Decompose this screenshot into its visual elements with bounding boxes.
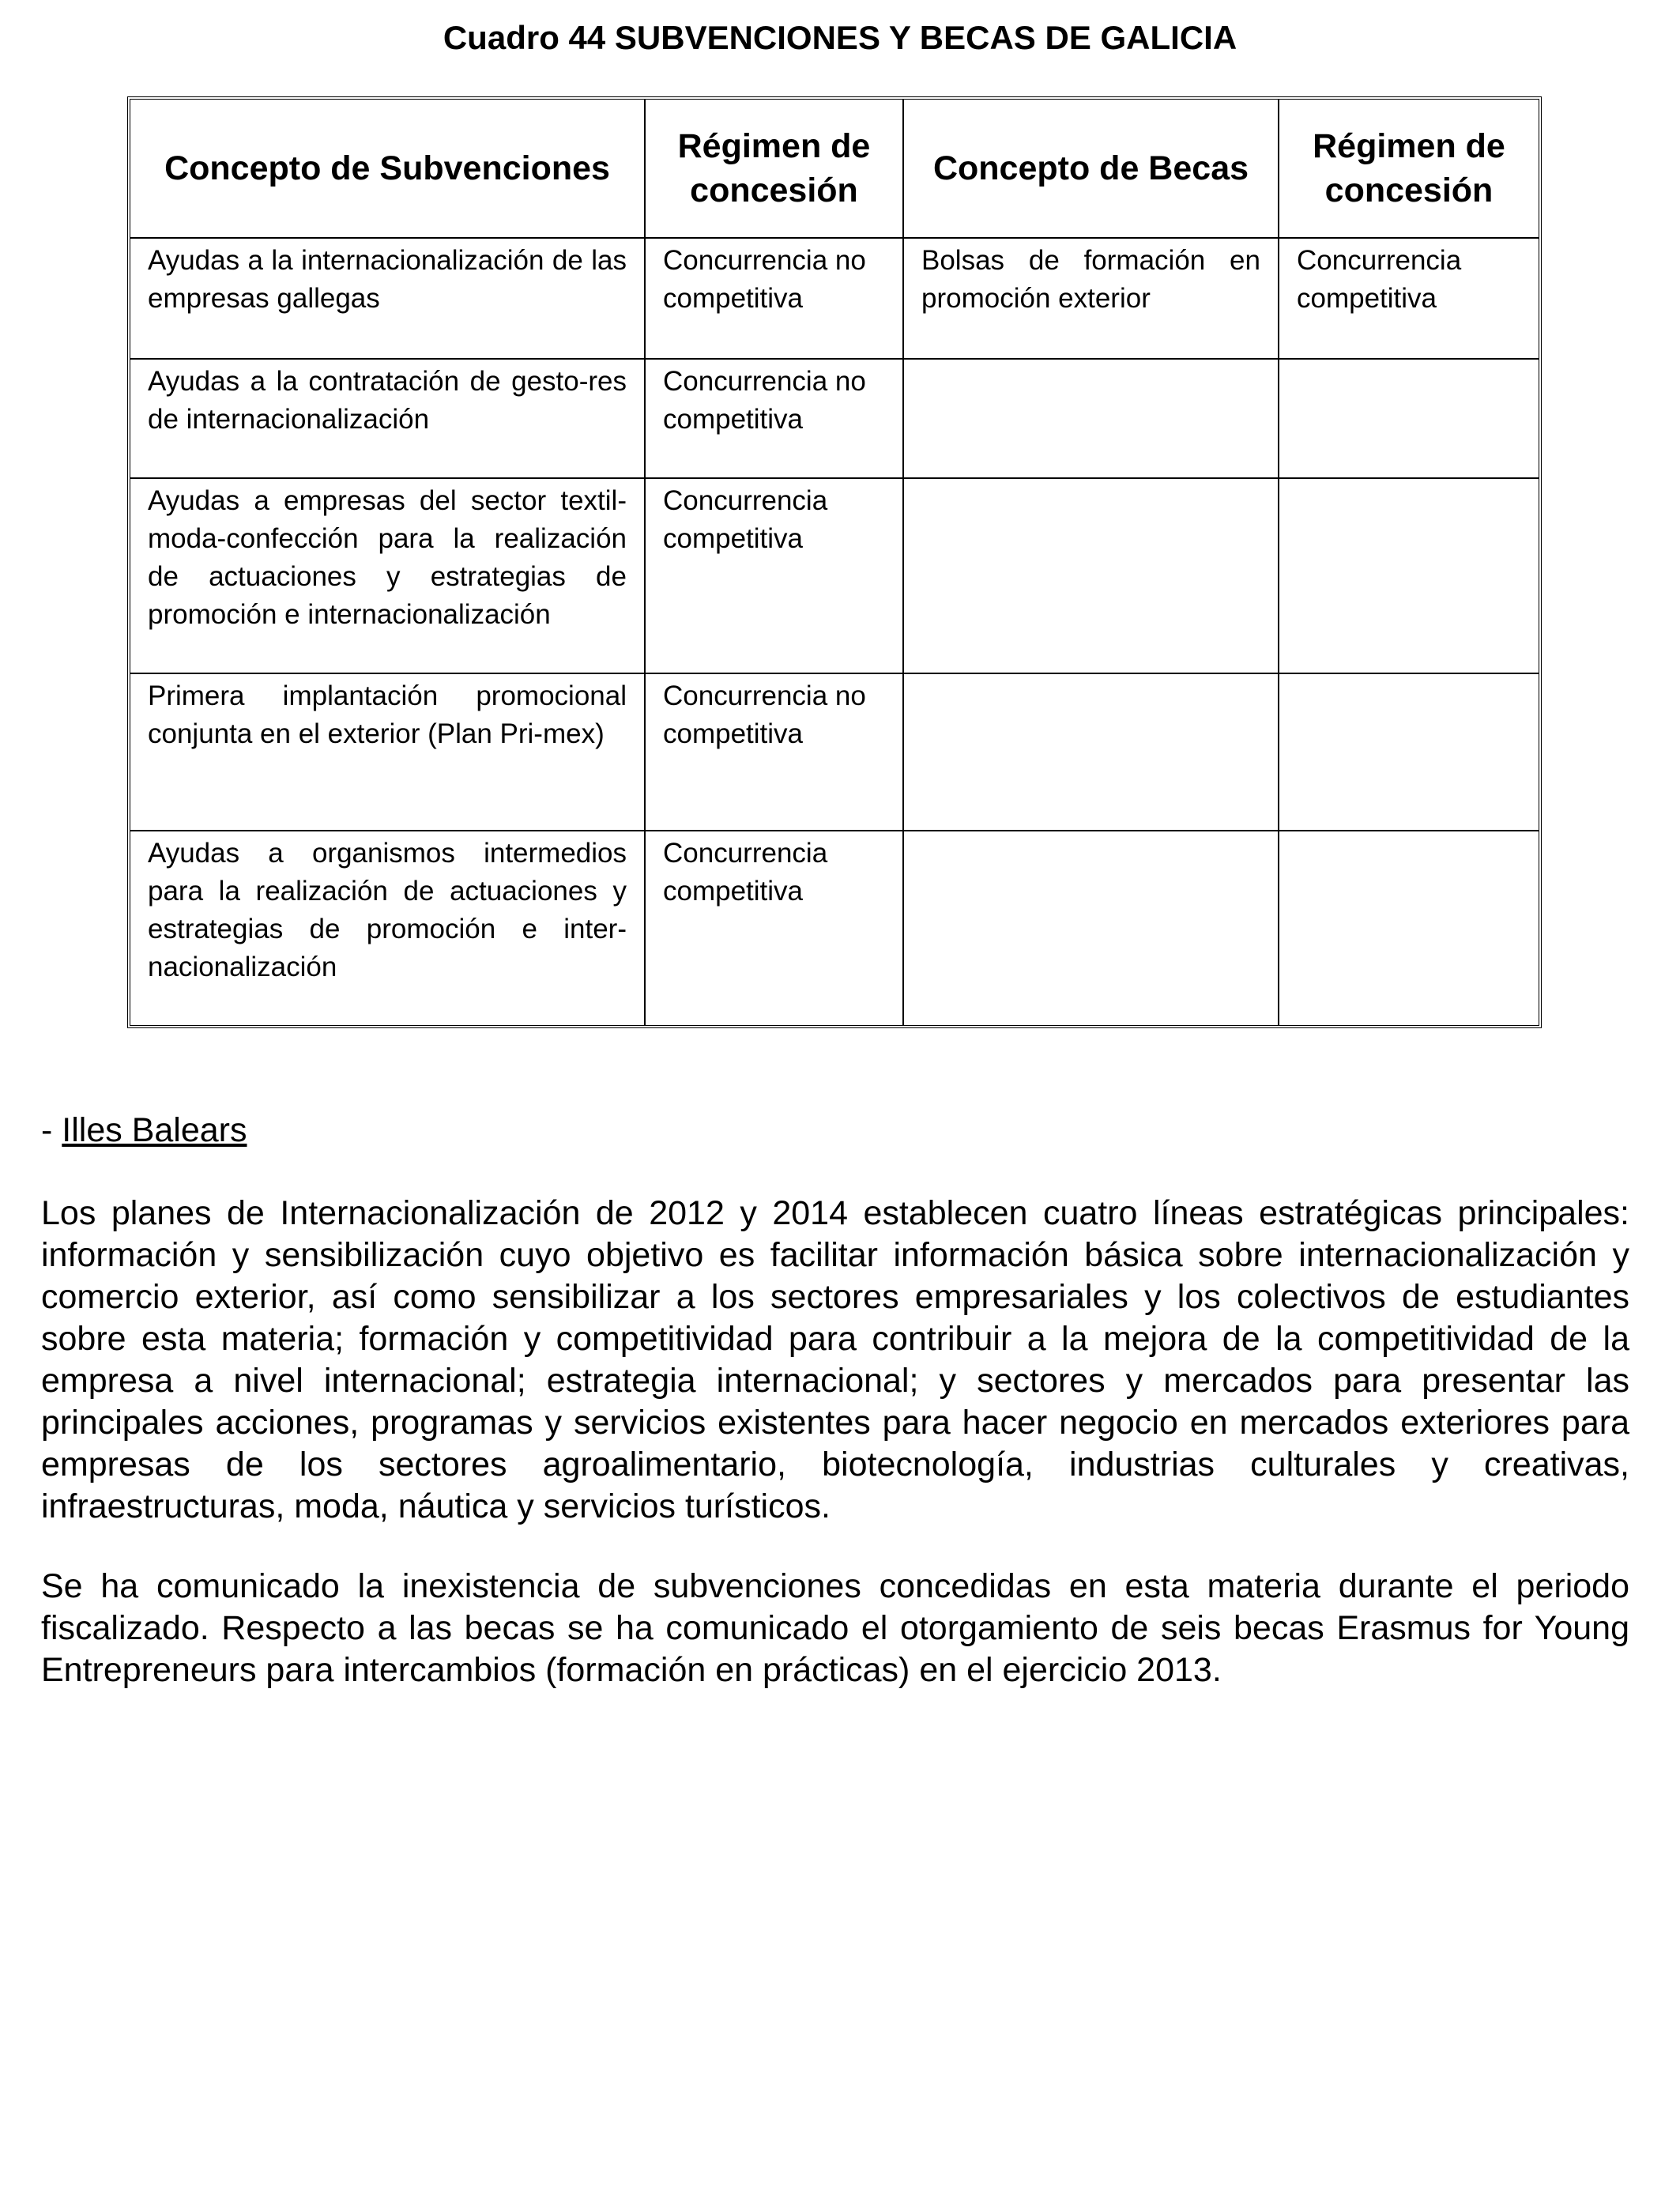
- column-header-concepto-subvenciones: Concepto de Subvenciones: [130, 100, 645, 238]
- column-header-concepto-becas: Concepto de Becas: [903, 100, 1279, 238]
- table-cell: Concurrencia no competitiva: [645, 359, 903, 478]
- subvenciones-becas-table: [130, 100, 1539, 1025]
- subvenciones-table-frame: [127, 96, 1542, 1028]
- table-cell: [1279, 673, 1539, 831]
- table-cell: [903, 673, 1279, 831]
- table-cell: Ayudas a la internacionalización de las empresas gallegas: [130, 238, 645, 359]
- table-cell: Concurrencia competitiva: [645, 831, 903, 1025]
- table-cell: [1279, 359, 1539, 478]
- table-cell: Concurrencia competitiva: [1279, 238, 1539, 359]
- table-cell: Bolsas de formación en promoción exterior: [903, 238, 1279, 359]
- table-row: [130, 831, 1539, 1025]
- table-cell: Concurrencia competitiva: [645, 478, 903, 673]
- column-header-regimen-subvenciones: Régimen de concesión: [645, 100, 903, 238]
- column-header-regimen-becas: Régimen de concesión: [1279, 100, 1539, 238]
- body-paragraph: Se ha comunicado la inexistencia de subvenciones concedidas en esta materia durante el periodo fiscalizado. Respecto a las becas se ha comunicado el otorgamiento de seis becas Erasmus for Young Entrepreneurs para intercambios (formación en prácticas) en el ejercicio 2013.: [41, 1567, 1629, 1689]
- page-title: Cuadro 44 SUBVENCIONES Y BECAS DE GALICIA: [443, 19, 1237, 56]
- table-header-row: [130, 100, 1539, 238]
- table-cell: Ayudas a organismos intermedios para la realización de actuaciones y estrategias de promoción e inter-nacionalización: [130, 831, 645, 1025]
- table-row: [130, 478, 1539, 673]
- table-cell: [1279, 831, 1539, 1025]
- table-cell: [1279, 478, 1539, 673]
- section-heading-title: Illes Balears: [62, 1111, 247, 1149]
- table-row: [130, 359, 1539, 478]
- table-cell: Concurrencia no competitiva: [645, 673, 903, 831]
- table-cell: Primera implantación promocional conjunta en el exterior (Plan Pri-mex): [130, 673, 645, 831]
- table-cell: Concurrencia no competitiva: [645, 238, 903, 359]
- table-row: [130, 673, 1539, 831]
- section-heading: [41, 1109, 247, 1152]
- table-row: [130, 238, 1539, 359]
- table-cell: Ayudas a la contratación de gesto-res de internacionalización: [130, 359, 645, 478]
- table-cell: [903, 478, 1279, 673]
- table-cell: [903, 831, 1279, 1025]
- body-paragraph: Los planes de Internacionalización de 2012 y 2014 establecen cuatro líneas estratégicas principales: información y sensibilización cuyo objetivo es facilitar información básica sobre internacionalización y comercio exterior, así como sensibilizar a los sectores empresariales y los colectivos de estudiantes sobre esta materia; formación y competitividad para contribuir a la mejora de la competitividad de la empresa a nivel internacional; estrategia internacional; y sectores y mercados para presentar las principales acciones, programas y servicios existentes para hacer negocio en mercados exteriores para empresas de los sectores agroalimentario, biotecnología, industrias culturales y creativas, infraestructuras, moda, náutica y servicios turísticos.: [41, 1194, 1629, 1525]
- table-cell: Ayudas a empresas del sector textil-moda-confección para la realización de actuaciones y estrategias de promoción e internacionalización: [130, 478, 645, 673]
- table-cell: [903, 359, 1279, 478]
- section-heading-prefix: -: [41, 1111, 62, 1149]
